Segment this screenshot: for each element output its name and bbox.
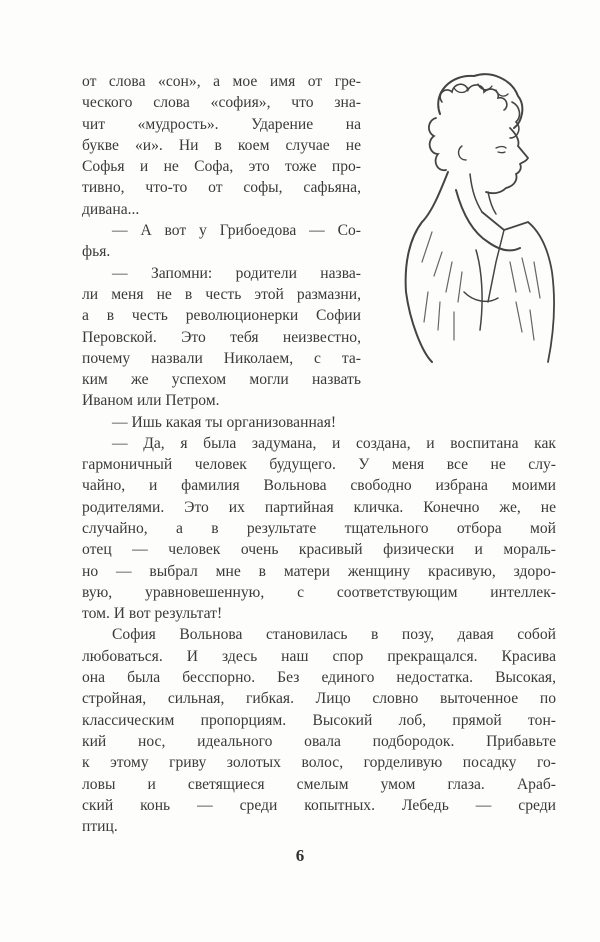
text-line: вую, уравновешенную, с соответствующим интеллек-: [82, 583, 556, 601]
text-line: а в честь революционерки Софии: [82, 307, 361, 325]
portrait-illustration: [392, 62, 567, 377]
text-line: том. И вот результат!: [82, 605, 223, 623]
text-column-narrow: [82, 71, 361, 412]
text-line: София Вольнова становилась в позу, давая собой: [112, 626, 556, 644]
text-line: ли меня не в честь этой размазни,: [82, 285, 361, 303]
text-line: — Запомни: родители назва-: [112, 264, 361, 282]
text-line: отец — человек очень красивый физически и мораль-: [82, 541, 556, 559]
text-line: тивно, что-то от софы, сафьяна,: [82, 179, 361, 197]
text-line: от слова «сон», а мое имя от гре-: [82, 73, 361, 90]
text-line: чит «мудрость». Ударение на: [82, 115, 361, 133]
text-column-wide: [82, 412, 556, 838]
text-line: — Ишь какая ты организованная!: [112, 413, 337, 431]
text-line: ловы и светящиеся смелым умом глаза. Араб-: [82, 775, 556, 793]
text-line: родителями. Это их партийная кличка. Конечно же, не: [82, 498, 556, 516]
text-line: случайно, а в результате тщательного отбора мой: [82, 519, 556, 537]
text-line: классическим пропорциям. Высокий лоб, прямой тон-: [82, 711, 556, 729]
text-line: букве «и». Ни в коем случае не: [82, 136, 361, 154]
text-line: — А вот у Грибоедова — Со-: [112, 222, 361, 240]
text-line: стройная, сильная, гибкая. Лицо словно выточенное по: [82, 690, 556, 708]
text-line: чайно, и фамилия Вольнова свободно избрана моими: [82, 477, 556, 495]
text-line: гармоничный человек будущего. У меня все не слу-: [82, 456, 556, 474]
text-line: ский конь — среди копытных. Лебедь — среди: [82, 796, 556, 814]
page-number: 6: [295, 846, 305, 865]
text-line: дивана...: [82, 200, 140, 218]
text-line: Иваном или Петром.: [82, 392, 220, 410]
text-line: фья.: [82, 243, 111, 261]
text-line: птиц.: [82, 818, 118, 836]
text-line: к этому гриву золотых волос, горделивую посадку го-: [82, 754, 556, 772]
text-line: Софья и не Софа, это тоже про-: [82, 158, 361, 176]
text-line: любоваться. И здесь наш спор прекращался. Красива: [82, 647, 556, 665]
text-line: она была бесспорно. Без единого недостатка. Высокая,: [82, 669, 556, 687]
text-line: ким же успехом могли назвать: [82, 371, 361, 389]
text-line: — Да, я была задумана, и создана, и воспитана как: [112, 434, 556, 452]
text-line: почему назвали Николаем, с та-: [82, 349, 361, 367]
text-line: Перовской. Это тебя неизвестно,: [82, 328, 361, 346]
text-line: ческого слова «софия», что зна-: [82, 94, 361, 112]
text-line: но — выбрал мне в матери женщину красивую, здоро-: [82, 562, 556, 580]
text-line: кий нос, идеального овала подбородок. Прибавьте: [82, 732, 556, 750]
